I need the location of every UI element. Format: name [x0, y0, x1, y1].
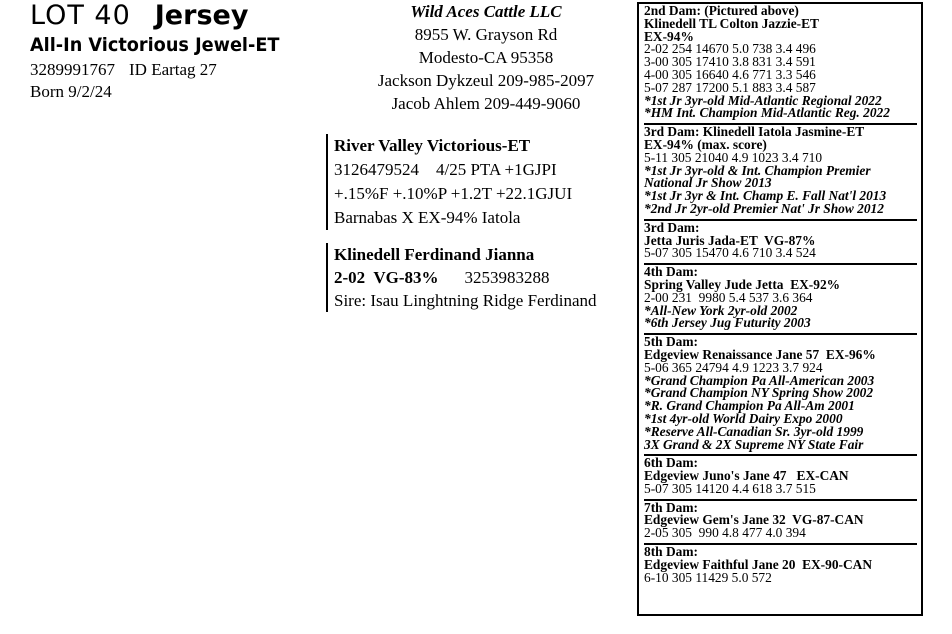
show-highlight: *Grand Champion NY Spring Show 2002	[644, 385, 874, 401]
dam-section	[644, 335, 917, 456]
dam-section-name: Edgeview Faithful Jane 20 EX-90-CAN	[644, 556, 873, 572]
show-highlight: *Reserve All-Canadian Sr. 3yr-old 1999	[644, 423, 864, 439]
sire-proof-line-2: +.15%F +.10%P +1.2T +22.1GJUI	[334, 184, 573, 203]
dam-section-name: EX-94% (max. score)	[644, 136, 767, 152]
show-highlight: *1st Jr 3yr & Int. Champ E. Fall Nat'l 2013	[644, 188, 887, 204]
show-highlight: *1st 4yr-old World Dairy Expo 2000	[644, 410, 843, 426]
show-highlight: *1st Jr 3yr-old & Int. Champion Premier	[644, 162, 871, 178]
dam-section	[644, 501, 917, 545]
production-record: 5-07 305 15470 4.6 710 3.4 524	[644, 245, 816, 261]
lot-number: LOT 40	[30, 0, 131, 31]
dam-section-header: 7th Dam:	[644, 499, 698, 515]
lot-heading	[30, 0, 248, 32]
show-highlight: *All-New York 2yr-old 2002	[644, 302, 798, 318]
dam-section-header: 4th Dam:	[644, 264, 698, 280]
dam-section	[644, 125, 917, 221]
registration-line	[30, 60, 217, 80]
dam-section-name: Klinedell TL Colton Jazzie-ET	[644, 15, 819, 31]
production-record: 6-10 305 11429 5.0 572	[644, 569, 772, 585]
dam-name: Klinedell Ferdinand Jianna	[334, 245, 535, 264]
show-highlight: *2nd Jr 2yr-old Premier Nat' Jr Show 2012	[644, 200, 884, 216]
dam-section-name: Edgeview Juno's Jane 47 EX-CAN	[644, 468, 849, 484]
consignor-farm: Wild Aces Cattle LLC	[410, 2, 562, 21]
dam-section	[644, 4, 917, 125]
dam-section-header: 5th Dam:	[644, 334, 698, 350]
sire-proof-line-1: 3126479524 4/25 PTA +1GJPI	[334, 160, 557, 179]
animal-name: All-In Victorious Jewel-ET	[30, 34, 280, 56]
dam-section	[644, 456, 917, 500]
breed-label: Jersey	[154, 0, 249, 31]
production-record: 2-00 231 9980 5.4 537 3.6 364	[644, 289, 813, 305]
dam-section	[644, 221, 917, 265]
show-highlight: *1st Jr 3yr-old Mid-Atlantic Regional 2022	[644, 92, 882, 108]
consignor-contact-2: Jacob Ahlem 209-449-9060	[391, 94, 581, 113]
consignor-street: 8955 W. Grayson Rd	[414, 25, 558, 44]
dam-section-name: Jetta Juris Jada-ET VG-87%	[644, 232, 816, 248]
production-record: 2-05 305 990 4.8 477 4.0 394	[644, 525, 806, 541]
production-record: 2-02 254 14670 5.0 738 3.4 496	[644, 41, 816, 57]
consignor-city: Modesto-CA 95358	[418, 48, 554, 67]
dam-section-name: Edgeview Renaissance Jane 57 EX-96%	[644, 346, 876, 362]
dam-section-classification: EX-94%	[644, 28, 694, 44]
consignor-block	[338, 0, 634, 115]
production-record: 5-07 305 14120 4.4 618 3.7 515	[644, 480, 816, 496]
sire-pedigree-line: Barnabas X EX-94% Iatola	[334, 208, 521, 227]
show-highlight: *R. Grand Champion Pa All-Am 2001	[644, 398, 855, 414]
production-record: 5-07 287 17200 5.1 883 3.4 587	[644, 79, 816, 95]
birth-date: Born 9/2/24	[30, 82, 112, 101]
dam-section	[644, 265, 917, 335]
dam-section-header: 2nd Dam: (Pictured above)	[644, 3, 799, 18]
show-highlight: *6th Jersey Jug Futurity 2003	[644, 315, 811, 331]
maternal-pedigree-box	[637, 2, 923, 616]
dam-section-header: 3rd Dam: Klinedell Iatola Jasmine-ET	[644, 124, 865, 140]
dam-sire-line: Sire: Isau Linghtning Ridge Ferdinand	[334, 291, 597, 310]
eartag-id: ID Eartag 27	[129, 60, 217, 79]
dam-block	[326, 243, 597, 312]
consignor-contact-1: Jackson Dykzeul 209-985-2097	[377, 71, 595, 90]
show-highlight: *HM Int. Champion Mid-Atlantic Reg. 2022	[644, 105, 890, 121]
sire-name: River Valley Victorious-ET	[334, 136, 531, 155]
registration-number: 3289991767	[30, 60, 115, 79]
dam-registration-number: 3253983288	[464, 268, 550, 287]
production-record: 5-06 365 24794 4.9 1223 3.7 924	[644, 359, 823, 375]
show-highlight: *Grand Champion Pa All-American 2003	[644, 372, 875, 388]
show-highlight: 3X Grand & 2X Supreme NY State Fair	[644, 436, 864, 452]
dam-section-header: 8th Dam:	[644, 544, 698, 560]
dam-section-name: Edgeview Gem's Jane 32 VG-87-CAN	[644, 512, 864, 528]
dam-section-header: 6th Dam:	[644, 455, 698, 471]
dam-section	[644, 545, 917, 587]
dam-section-header: 3rd Dam:	[644, 219, 700, 235]
show-highlight: National Jr Show 2013	[644, 175, 772, 191]
sire-block	[326, 134, 572, 230]
production-record: 4-00 305 16640 4.6 771 3.3 546	[644, 66, 816, 82]
production-record: 5-11 305 21040 4.9 1023 3.4 710	[644, 149, 823, 165]
dam-section-name: Spring Valley Jude Jetta EX-92%	[644, 276, 841, 292]
dam-classification: 2-02 VG-83%	[334, 268, 439, 287]
production-record: 3-00 305 17410 3.8 831 3.4 591	[644, 54, 816, 70]
